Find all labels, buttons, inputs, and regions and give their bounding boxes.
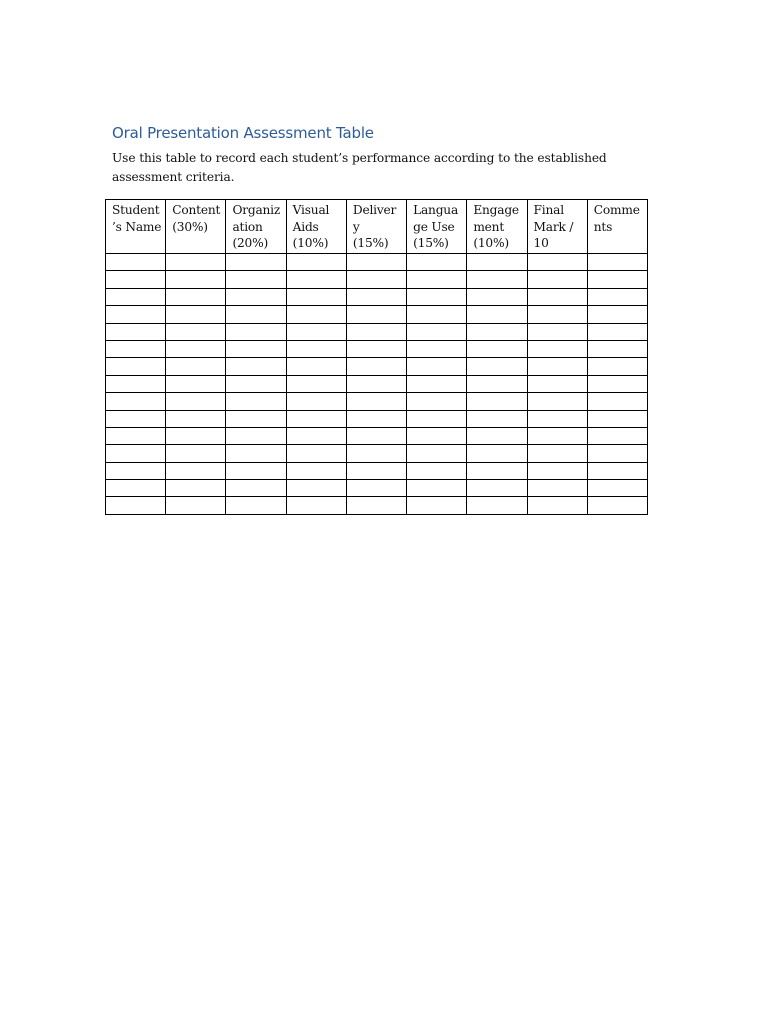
table-row — [106, 410, 648, 427]
table-cell-organization[interactable] — [226, 323, 286, 340]
table-cell-name[interactable] — [106, 306, 166, 323]
table-cell-visual[interactable] — [286, 427, 346, 444]
table-cell-visual[interactable] — [286, 375, 346, 392]
table-cell-comments[interactable] — [587, 410, 647, 427]
table-cell-delivery[interactable] — [346, 497, 406, 514]
table-row — [106, 358, 648, 375]
table-cell-content[interactable] — [166, 445, 226, 462]
table-cell-name[interactable] — [106, 340, 166, 357]
table-cell-visual[interactable] — [286, 306, 346, 323]
table-cell-engagement[interactable] — [467, 410, 527, 427]
header-line: 10 — [533, 236, 549, 250]
table-cell-final[interactable] — [527, 306, 587, 323]
table-cell-content[interactable] — [166, 375, 226, 392]
table-cell-name[interactable] — [106, 497, 166, 514]
table-cell-name[interactable] — [106, 445, 166, 462]
table-cell-engagement[interactable] — [467, 323, 527, 340]
table-cell-content[interactable] — [166, 358, 226, 375]
header-line: Student — [112, 203, 160, 217]
table-cell-delivery[interactable] — [346, 375, 406, 392]
table-cell-visual[interactable] — [286, 323, 346, 340]
table-cell-language[interactable] — [407, 358, 467, 375]
table-cell-language[interactable] — [407, 427, 467, 444]
table-cell-comments[interactable] — [587, 462, 647, 479]
table-row — [106, 393, 648, 410]
table-cell-language[interactable] — [407, 410, 467, 427]
table-cell-engagement[interactable] — [467, 480, 527, 497]
table-cell-delivery[interactable] — [346, 288, 406, 305]
table-row — [106, 462, 648, 479]
table-cell-content[interactable] — [166, 323, 226, 340]
column-header-comments — [587, 200, 647, 254]
table-cell-comments[interactable] — [587, 497, 647, 514]
table-row — [106, 497, 648, 514]
table-row — [106, 375, 648, 392]
column-header-student-name — [106, 200, 166, 254]
table-cell-delivery[interactable] — [346, 306, 406, 323]
table-cell-content[interactable] — [166, 410, 226, 427]
table-cell-name[interactable] — [106, 254, 166, 271]
table-row — [106, 480, 648, 497]
table-cell-organization[interactable] — [226, 462, 286, 479]
table-cell-engagement[interactable] — [467, 462, 527, 479]
table-cell-comments[interactable] — [587, 427, 647, 444]
table-cell-engagement[interactable] — [467, 497, 527, 514]
table-cell-content[interactable] — [166, 480, 226, 497]
table-cell-comments[interactable] — [587, 480, 647, 497]
table-cell-delivery[interactable] — [346, 462, 406, 479]
table-cell-language[interactable] — [407, 480, 467, 497]
header-line: Langua — [413, 203, 459, 217]
table-row — [106, 271, 648, 288]
document-intro: Use this table to record each student’s performance according to the established assessment criteria. — [112, 151, 607, 184]
table-cell-visual[interactable] — [286, 340, 346, 357]
table-cell-language[interactable] — [407, 497, 467, 514]
column-header-organization — [226, 200, 286, 254]
table-cell-final[interactable] — [527, 497, 587, 514]
header-line: Deliver — [352, 203, 397, 217]
table-cell-comments[interactable] — [587, 271, 647, 288]
table-row — [106, 323, 648, 340]
table-cell-final[interactable] — [527, 254, 587, 271]
table-cell-language[interactable] — [407, 306, 467, 323]
column-header-content — [166, 200, 226, 254]
table-cell-organization[interactable] — [226, 497, 286, 514]
table-cell-organization[interactable] — [226, 358, 286, 375]
table-cell-delivery[interactable] — [346, 271, 406, 288]
table-cell-engagement[interactable] — [467, 340, 527, 357]
table-cell-language[interactable] — [407, 323, 467, 340]
table-cell-visual[interactable] — [286, 271, 346, 288]
table-cell-content[interactable] — [166, 393, 226, 410]
table-cell-comments[interactable] — [587, 358, 647, 375]
table-cell-delivery[interactable] — [346, 323, 406, 340]
table-cell-name[interactable] — [106, 323, 166, 340]
table-cell-delivery[interactable] — [346, 445, 406, 462]
table-cell-visual[interactable] — [286, 288, 346, 305]
table-cell-language[interactable] — [407, 393, 467, 410]
table-cell-organization[interactable] — [226, 427, 286, 444]
table-cell-comments[interactable] — [587, 323, 647, 340]
table-cell-delivery[interactable] — [346, 254, 406, 271]
header-line: ’s Name — [112, 219, 162, 234]
table-cell-organization[interactable] — [226, 288, 286, 305]
table-cell-delivery[interactable] — [346, 393, 406, 410]
table-cell-content[interactable] — [166, 271, 226, 288]
table-cell-organization[interactable] — [226, 271, 286, 288]
header-line: nts — [593, 219, 613, 234]
header-line: (20%) — [232, 236, 269, 250]
header-line: (10%) — [292, 236, 329, 250]
table-cell-visual[interactable] — [286, 410, 346, 427]
header-line: Content — [172, 203, 221, 217]
table-cell-delivery[interactable] — [346, 480, 406, 497]
header-line: Comme — [593, 203, 640, 217]
table-cell-final[interactable] — [527, 462, 587, 479]
table-cell-delivery[interactable] — [346, 358, 406, 375]
table-cell-name[interactable] — [106, 358, 166, 375]
table-cell-language[interactable] — [407, 288, 467, 305]
header-line: Organiz — [232, 203, 281, 217]
table-cell-language[interactable] — [407, 271, 467, 288]
table-cell-engagement[interactable] — [467, 271, 527, 288]
header-line: ge Use — [413, 219, 455, 234]
column-header-final-mark — [527, 200, 587, 254]
table-cell-language[interactable] — [407, 375, 467, 392]
document-title: Oral Presentation Assessment Table — [112, 124, 374, 142]
table-cell-content[interactable] — [166, 497, 226, 514]
table-cell-final[interactable] — [527, 375, 587, 392]
table-header — [106, 200, 648, 254]
table-row — [106, 288, 648, 305]
table-cell-content[interactable] — [166, 306, 226, 323]
header-line: Visual — [292, 203, 330, 217]
column-header-engagement — [467, 200, 527, 254]
table-cell-final[interactable] — [527, 393, 587, 410]
table-cell-final[interactable] — [527, 323, 587, 340]
table-cell-comments[interactable] — [587, 288, 647, 305]
table-cell-name[interactable] — [106, 480, 166, 497]
table-cell-engagement[interactable] — [467, 375, 527, 392]
table-cell-visual[interactable] — [286, 358, 346, 375]
header-line: Engage — [473, 203, 519, 217]
table-cell-engagement[interactable] — [467, 427, 527, 444]
header-line: ment — [473, 219, 505, 234]
table-cell-name[interactable] — [106, 375, 166, 392]
header-line: y — [352, 219, 360, 234]
table-cell-comments[interactable] — [587, 445, 647, 462]
table-cell-engagement[interactable] — [467, 254, 527, 271]
header-line: Final — [533, 203, 564, 217]
table-cell-content[interactable] — [166, 288, 226, 305]
table-row — [106, 445, 648, 462]
table-cell-visual[interactable] — [286, 480, 346, 497]
table-cell-delivery[interactable] — [346, 427, 406, 444]
table-cell-language[interactable] — [407, 254, 467, 271]
table-cell-organization[interactable] — [226, 445, 286, 462]
table-cell-comments[interactable] — [587, 306, 647, 323]
column-header-visual-aids — [286, 200, 346, 254]
column-header-language-use — [407, 200, 467, 254]
table-cell-engagement[interactable] — [467, 288, 527, 305]
table-cell-visual[interactable] — [286, 462, 346, 479]
header-line: ation — [232, 219, 263, 234]
table-cell-comments[interactable] — [587, 375, 647, 392]
table-cell-organization[interactable] — [226, 375, 286, 392]
table-cell-organization[interactable] — [226, 340, 286, 357]
table-cell-organization[interactable] — [226, 393, 286, 410]
table-cell-comments[interactable] — [587, 254, 647, 271]
table-cell-content[interactable] — [166, 427, 226, 444]
table-cell-name[interactable] — [106, 410, 166, 427]
assessment-table — [105, 199, 648, 515]
table-cell-final[interactable] — [527, 427, 587, 444]
table-cell-final[interactable] — [527, 445, 587, 462]
table-row — [106, 427, 648, 444]
table-row — [106, 254, 648, 271]
table-cell-delivery[interactable] — [346, 410, 406, 427]
table-cell-language[interactable] — [407, 462, 467, 479]
header-line: Aids — [292, 219, 319, 234]
table-cell-name[interactable] — [106, 288, 166, 305]
table-cell-delivery[interactable] — [346, 340, 406, 357]
table-cell-organization[interactable] — [226, 410, 286, 427]
table-cell-comments[interactable] — [587, 393, 647, 410]
table-cell-final[interactable] — [527, 340, 587, 357]
table-cell-final[interactable] — [527, 410, 587, 427]
table-cell-visual[interactable] — [286, 445, 346, 462]
table-cell-content[interactable] — [166, 462, 226, 479]
table-cell-engagement[interactable] — [467, 445, 527, 462]
column-header-delivery — [346, 200, 406, 254]
header-line: (15%) — [352, 236, 389, 250]
header-row — [106, 200, 648, 254]
table-cell-name[interactable] — [106, 271, 166, 288]
table-cell-content[interactable] — [166, 340, 226, 357]
table-cell-language[interactable] — [407, 340, 467, 357]
table-cell-organization[interactable] — [226, 254, 286, 271]
table-cell-name[interactable] — [106, 393, 166, 410]
table-cell-organization[interactable] — [226, 306, 286, 323]
header-line: (15%) — [413, 236, 449, 250]
table-cell-comments[interactable] — [587, 340, 647, 357]
table-cell-engagement[interactable] — [467, 393, 527, 410]
table-cell-visual[interactable] — [286, 497, 346, 514]
table-cell-final[interactable] — [527, 271, 587, 288]
header-line: (30%) — [172, 219, 208, 234]
table-cell-engagement[interactable] — [467, 358, 527, 375]
table-cell-final[interactable] — [527, 288, 587, 305]
table-row — [106, 306, 648, 323]
header-line: Mark / — [533, 219, 574, 234]
header-line: (10%) — [473, 236, 509, 250]
table-cell-final[interactable] — [527, 358, 587, 375]
table-body — [106, 254, 648, 515]
table-cell-visual[interactable] — [286, 393, 346, 410]
table-cell-name[interactable] — [106, 462, 166, 479]
table-cell-language[interactable] — [407, 445, 467, 462]
table-cell-engagement[interactable] — [467, 306, 527, 323]
table-row — [106, 340, 648, 357]
table-cell-content[interactable] — [166, 254, 226, 271]
table-cell-organization[interactable] — [226, 480, 286, 497]
table-cell-final[interactable] — [527, 480, 587, 497]
table-cell-visual[interactable] — [286, 254, 346, 271]
table-cell-name[interactable] — [106, 427, 166, 444]
